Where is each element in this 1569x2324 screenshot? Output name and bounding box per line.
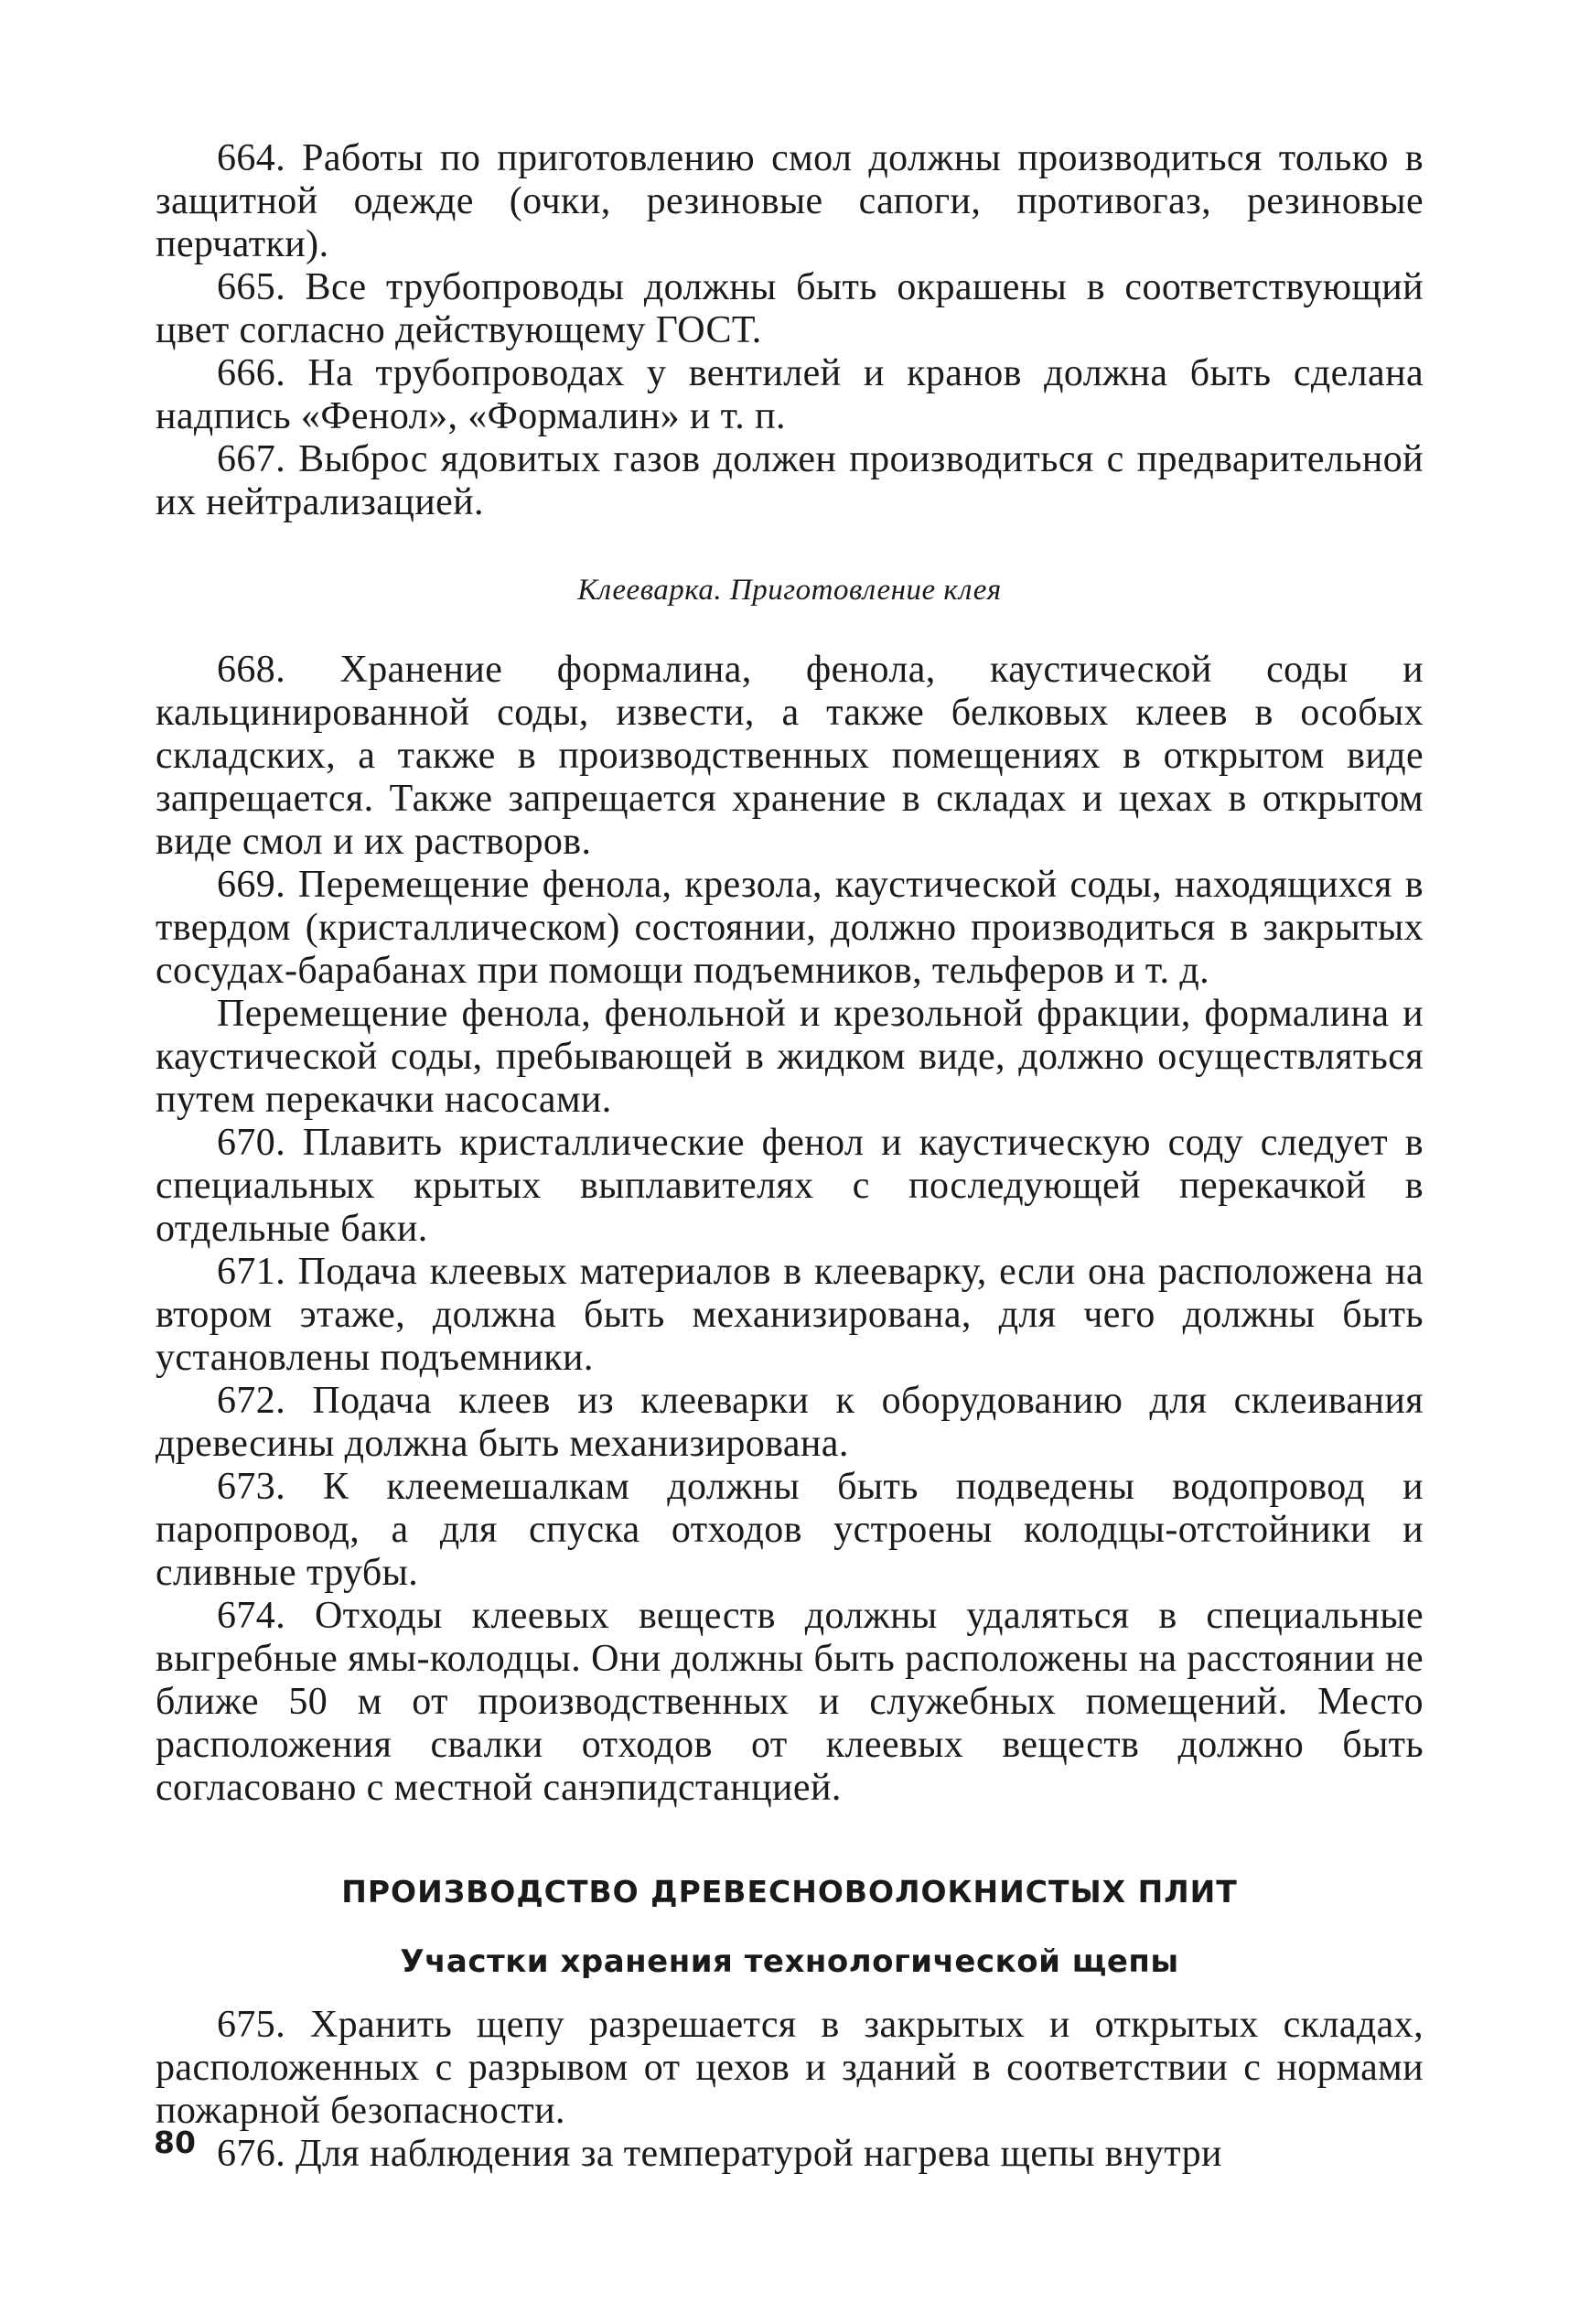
subsection-title: Участки хранения технологической щепы: [400, 1943, 1179, 1980]
paragraph-673: 673. К клеемешалкам должны быть подведены водопровод и паропровод, а для спуска отходов устроены колодцы-отстойники и сливные трубы.: [156, 1466, 1424, 1594]
paragraph-676: 676. Для наблюдения за температурой нагрева щепы внутри: [217, 2133, 1222, 2175]
paragraph-669-continued: Перемещение фенола, фенольной и крезольной фракции, формалина и каустической соды, пребывающей в жидком виде, должно осуществляться путем перекачки насосами.: [156, 993, 1424, 1121]
paragraph-669: 669. Перемещение фенола, крезола, каустической соды, находящихся в твердом (кристаллическом) состоянии, должно производиться в закрытых сосудах-барабанах при помощи подъемников, тельферов и т. д.: [156, 864, 1424, 992]
paragraph-675: 675. Хранить щепу разрешается в закрытых и открытых складах, расположенных с разрывом от цехов и зданий в соответствии с нормами пожарной безопасности.: [156, 2004, 1424, 2132]
book-page: [156, 137, 1424, 2176]
section-title: ПРОИЗВОДСТВО ДРЕВЕСНОВОЛОКНИСТЫХ ПЛИТ: [341, 1874, 1238, 1910]
paragraph-664: 664. Работы по приготовлению смол должны производиться только в защитной одежде (очки, резиновые сапоги, противогаз, резиновые перчатки).: [156, 137, 1424, 265]
paragraph-672: 672. Подача клеев из клееварки к оборудованию для склеивания древесины должна быть механизирована.: [156, 1380, 1424, 1465]
paragraph-665: 665. Все трубопроводы должны быть окрашены в соответствующий цвет согласно действующему ГОСТ.: [156, 266, 1424, 351]
paragraph-666: 666. На трубопроводах у вентилей и кранов должна быть сделана надпись «Фенол», «Формалин» и т. п.: [156, 352, 1424, 437]
paragraph-671: 671. Подача клеевых материалов в клееварку, если она расположена на втором этаже, должна быть механизирована, для чего должны быть установлены подъемники.: [156, 1251, 1424, 1379]
paragraph-674: 674. Отходы клеевых веществ должны удаляться в специальные выгребные ямы-колодцы. Они должны быть расположены на расстоянии не ближе 50 м от производственных и служебных помещений. Место расположения свалки отходов от клеевых веществ должно быть согласовано с местной санэпидстанцией.: [156, 1595, 1424, 1809]
paragraph-670: 670. Плавить кристаллические фенол и каустическую соду следует в специальных крытых выплавителях с последующей перекачкой в отдельные баки.: [156, 1122, 1424, 1250]
page-number: 80: [154, 2125, 196, 2160]
paragraph-668: 668. Хранение формалина, фенола, каустической соды и кальцинированной соды, извести, а также белковых клеев в особых складских, а также в производственных помещениях в открытом виде запрещается. Также запрещается хранение в складах и цехах в открытом виде смол и их растворов.: [156, 649, 1424, 863]
paragraph-667: 667. Выброс ядовитых газов должен производиться с предварительной их нейтрализацией.: [156, 438, 1424, 523]
italic-subheading: Клееварка. Приготовление клея: [577, 574, 1002, 607]
